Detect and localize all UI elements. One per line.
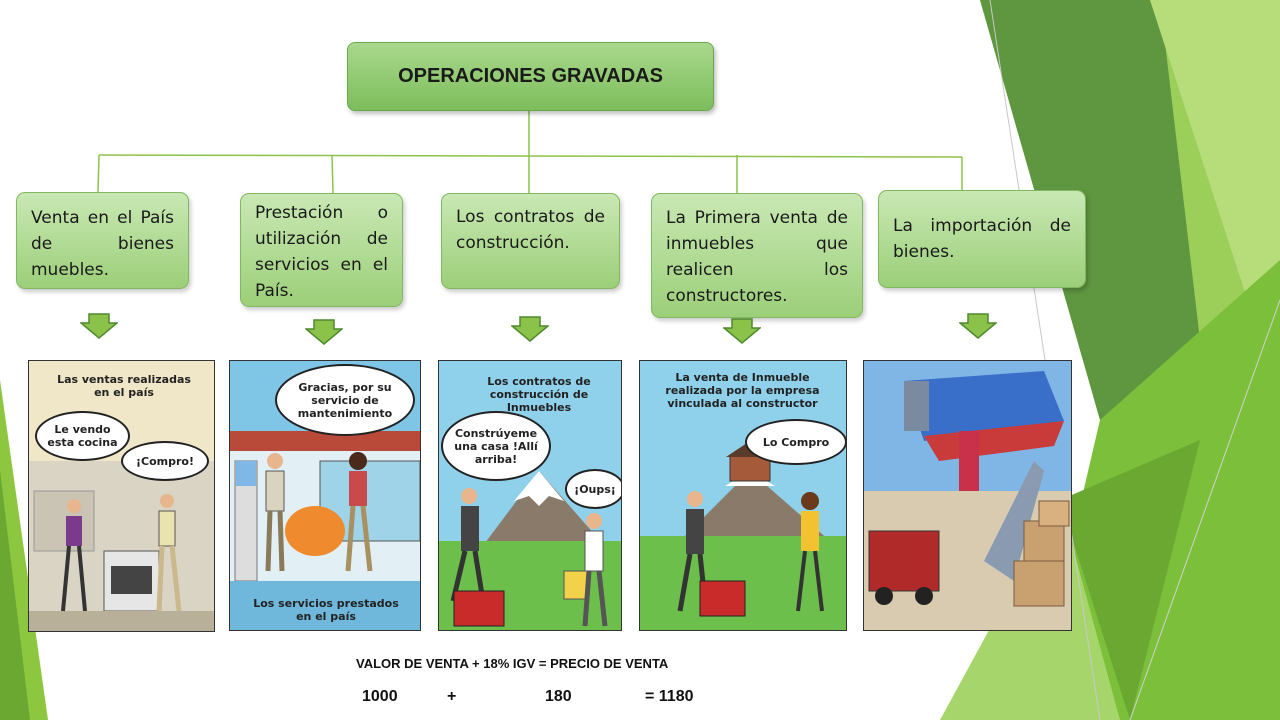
speech-bubble: Lo Compro bbox=[745, 419, 847, 465]
category-label: Prestación o utilización de servicios en el País. bbox=[255, 203, 388, 301]
speech-bubble: ¡Compro! bbox=[121, 441, 209, 481]
down-arrow-icon bbox=[723, 318, 761, 344]
speech-bubble: Gracias, por su servicio de mantenimiento bbox=[275, 364, 415, 436]
down-arrow-icon bbox=[80, 313, 118, 339]
formula-result: = 1180 bbox=[645, 688, 694, 705]
comic-panel-importacion bbox=[863, 360, 1072, 631]
category-box-inmuebles bbox=[651, 193, 863, 318]
comic-panel-construccion bbox=[438, 360, 622, 631]
formula-igv: 180 bbox=[545, 688, 572, 705]
category-box-servicios bbox=[240, 193, 403, 307]
diagram-title: OPERACIONES GRAVADAS bbox=[347, 42, 714, 111]
category-box-importacion bbox=[878, 190, 1086, 288]
category-box-construccion bbox=[441, 193, 620, 289]
import-collage-illustration bbox=[864, 361, 1072, 631]
formula-value: 1000 bbox=[362, 688, 398, 705]
panel-caption: Los contratos de construcción de Inmuebles bbox=[487, 375, 591, 414]
formula-plus: + bbox=[447, 688, 457, 705]
category-label: Venta en el País de bienes muebles. bbox=[31, 208, 174, 280]
panel-caption: Las ventas realizadas en el país bbox=[57, 373, 191, 399]
speech-bubble: Constrúyeme una casa !Allí arriba! bbox=[441, 411, 551, 481]
comic-panel-servicios bbox=[229, 360, 421, 631]
comic-panel-venta bbox=[28, 360, 215, 632]
down-arrow-icon bbox=[511, 316, 549, 342]
category-label: La Primera venta de inmuebles que realicen los constructores. bbox=[666, 208, 848, 306]
speech-bubble: ¡Oups¡ bbox=[565, 469, 622, 509]
category-label: Los contratos de construcción. bbox=[456, 207, 605, 253]
category-box-venta bbox=[16, 192, 189, 289]
panel-caption: Los servicios prestados en el país bbox=[253, 597, 399, 623]
panel-caption: La venta de Inmueble realizada por la empresa vinculada al constructor bbox=[665, 371, 820, 410]
kitchen-scene-illustration bbox=[29, 361, 215, 632]
category-label: La importación de bienes. bbox=[893, 216, 1071, 262]
speech-bubble: Le vendo esta cocina bbox=[35, 411, 130, 461]
comic-panel-inmuebles bbox=[639, 360, 847, 631]
down-arrow-icon bbox=[959, 313, 997, 339]
down-arrow-icon bbox=[305, 319, 343, 345]
formula-label: VALOR DE VENTA + 18% IGV = PRECIO DE VENTA bbox=[356, 656, 669, 671]
